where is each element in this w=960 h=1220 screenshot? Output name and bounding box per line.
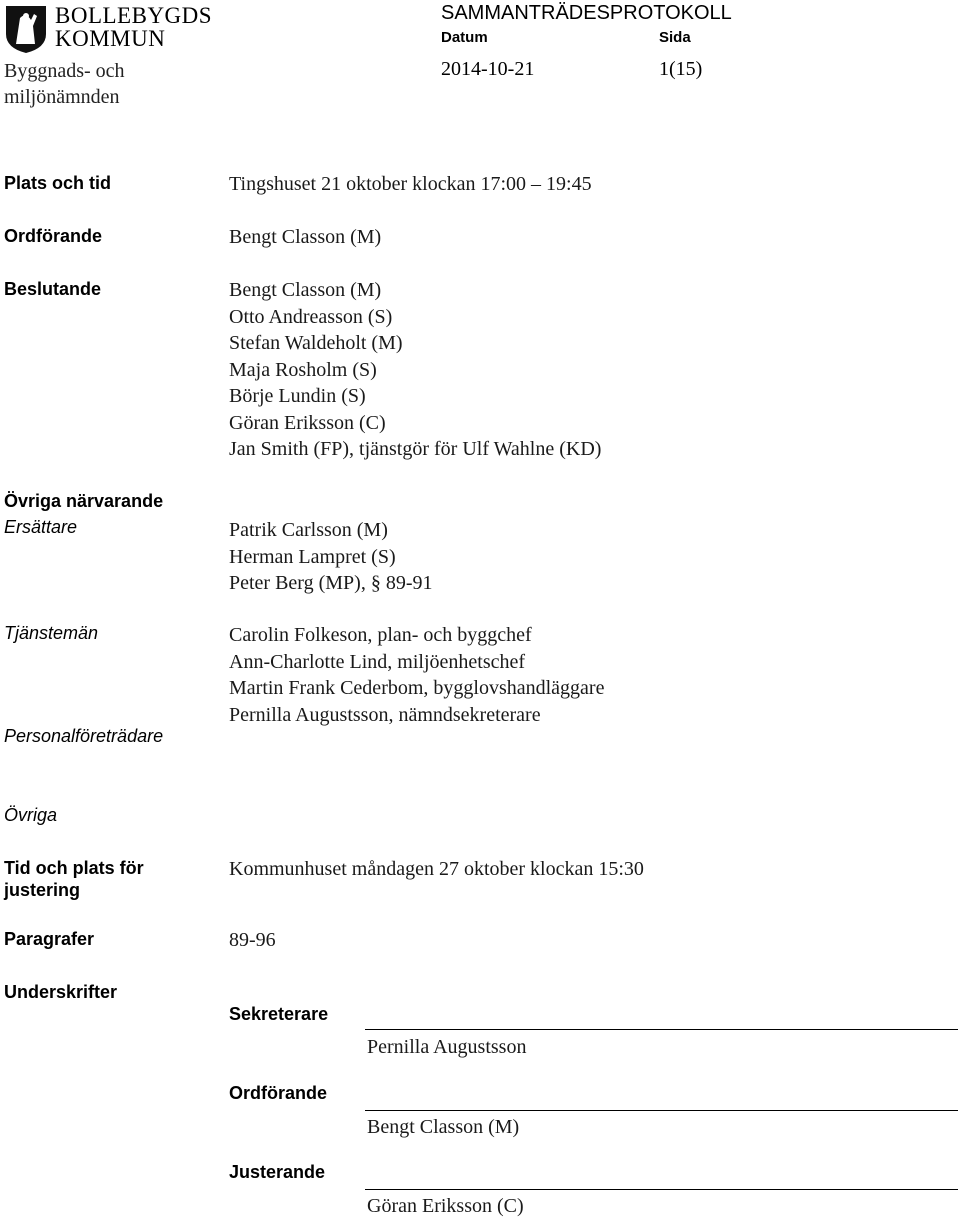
list-item: Otto Andreasson (S) bbox=[229, 305, 393, 328]
adjustment-label-line2: justering bbox=[4, 880, 81, 900]
chair-name: Bengt Classon (M) bbox=[367, 1116, 520, 1138]
list-item: Peter Berg (MP), § 89-91 bbox=[229, 572, 433, 594]
page-label: Sida bbox=[659, 29, 691, 46]
logo-text-line2: KOMMUN bbox=[55, 26, 166, 51]
date-value: 2014-10-21 bbox=[441, 58, 535, 80]
department-name-line2: miljönämnden bbox=[4, 86, 120, 108]
list-item: Herman Lampret (S) bbox=[229, 545, 396, 568]
adjustment-label-line1: Tid och plats för bbox=[4, 858, 144, 878]
chair-role-label: Ordförande bbox=[229, 1083, 328, 1103]
list-item: Stefan Waldeholt (M) bbox=[229, 332, 403, 354]
coat-of-arms-icon bbox=[4, 4, 48, 54]
list-item: Jan Smith (FP), tjänstgör för Ulf Wahlne (KD) bbox=[229, 438, 602, 460]
secretary-role-label: Sekreterare bbox=[229, 1004, 329, 1024]
deciding-list bbox=[229, 277, 601, 463]
others-present-label: Övriga närvarande bbox=[4, 491, 164, 511]
adjuster-signature-line bbox=[365, 1189, 958, 1190]
substitutes-label: Ersättare bbox=[4, 517, 78, 537]
adjustment-value: Kommunhuset måndagen 27 oktober klockan 15:30 bbox=[229, 858, 644, 880]
officials-list bbox=[229, 622, 604, 728]
list-item: Carolin Folkeson, plan- och byggchef bbox=[229, 624, 532, 646]
list-item: Pernilla Augustsson, nämndsekreterare bbox=[229, 703, 541, 726]
document-type: SAMMANTRÄDESPROTOKOLL bbox=[441, 2, 732, 24]
signatures-label: Underskrifter bbox=[4, 982, 118, 1002]
chair-signature-line bbox=[365, 1110, 958, 1111]
list-item: Martin Frank Cederbom, bygglovshandläggare bbox=[229, 677, 605, 699]
list-item: Patrik Carlsson (M) bbox=[229, 519, 388, 541]
staff-representative-label: Personalföreträdare bbox=[4, 726, 164, 746]
secretary-name: Pernilla Augustsson bbox=[367, 1036, 527, 1058]
adjuster-role-label: Justerande bbox=[229, 1162, 326, 1182]
date-label: Datum bbox=[441, 29, 488, 46]
page-value: 1(15) bbox=[659, 58, 703, 80]
list-item: Bengt Classon (M) bbox=[229, 279, 382, 301]
officials-label: Tjänstemän bbox=[4, 623, 99, 643]
adjuster-name: Göran Eriksson (C) bbox=[367, 1195, 524, 1217]
secretary-signature-line bbox=[365, 1029, 958, 1030]
deciding-label: Beslutande bbox=[4, 279, 102, 299]
chair-value: Bengt Classon (M) bbox=[229, 226, 382, 248]
other-label: Övriga bbox=[4, 805, 58, 825]
substitutes-list bbox=[229, 517, 433, 597]
chair-label: Ordförande bbox=[4, 226, 103, 246]
place-time-value: Tingshuset 21 oktober klockan 17:00 – 19:45 bbox=[229, 173, 592, 195]
logo-text-line1: BOLLEBYGDS bbox=[55, 3, 213, 28]
list-item: Ann-Charlotte Lind, miljöenhetschef bbox=[229, 650, 526, 673]
place-time-label: Plats och tid bbox=[4, 173, 112, 193]
list-item: Börje Lundin (S) bbox=[229, 385, 366, 407]
paragraphs-label: Paragrafer bbox=[4, 929, 95, 949]
paragraphs-value: 89-96 bbox=[229, 929, 276, 951]
list-item: Göran Eriksson (C) bbox=[229, 411, 386, 434]
department-name-line1: Byggnads- och bbox=[4, 60, 125, 82]
list-item: Maja Rosholm (S) bbox=[229, 358, 377, 381]
